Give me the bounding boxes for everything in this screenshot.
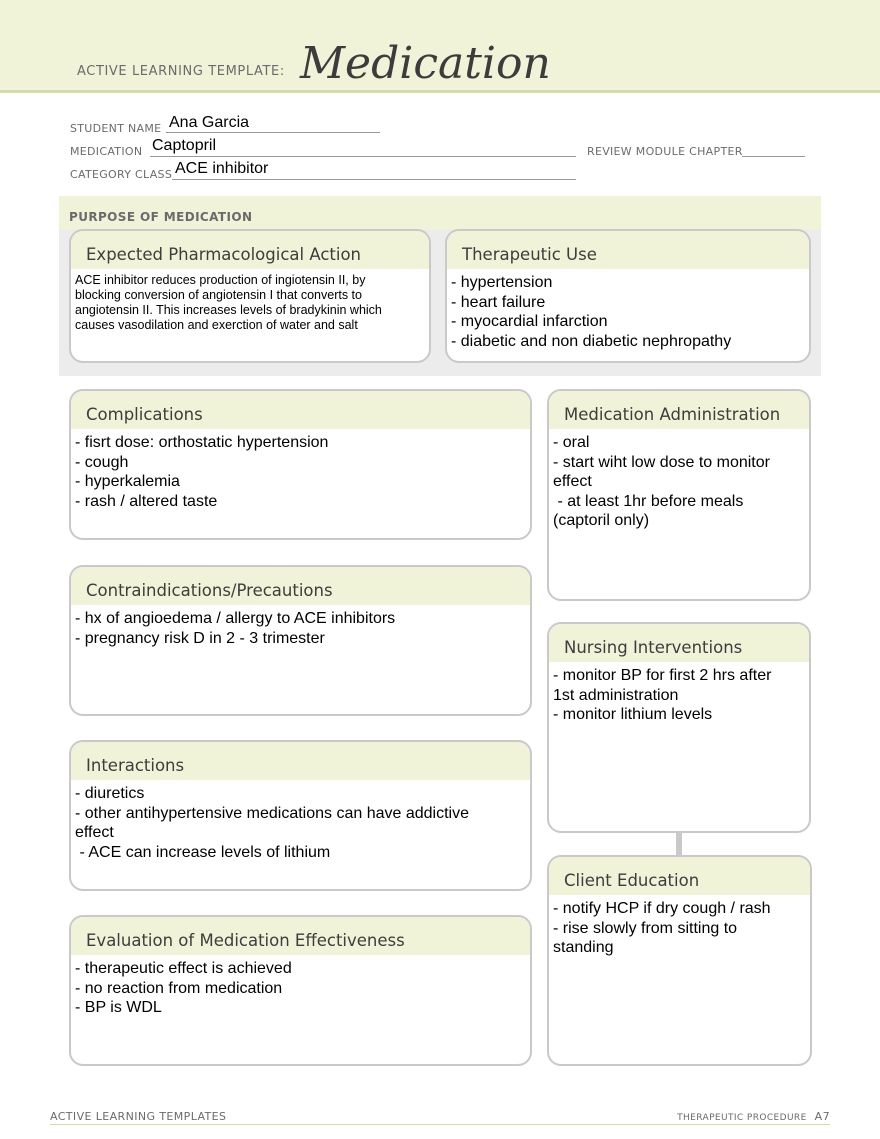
page-number: A7 (814, 1110, 830, 1123)
client-education-text[interactable]: - notify HCP if dry cough / rash - rise slowly from sitting to standing (553, 900, 771, 956)
footer-right (677, 1110, 830, 1123)
evaluation-title: Evaluation of Medication Effectiveness (71, 917, 530, 955)
template-label: ACTIVE LEARNING TEMPLATE: (77, 64, 285, 79)
therapeutic-use-title: Therapeutic Use (447, 231, 809, 269)
administration-card (547, 389, 811, 601)
medication-field[interactable]: Captopril (152, 137, 217, 154)
nursing-interventions-text[interactable]: - monitor BP for first 2 hrs after 1st administration - monitor lithium levels (553, 667, 772, 723)
interactions-text[interactable]: - diuretics - other antihypertensive medications can have addictive effect - ACE can increase levels of lithium (75, 785, 469, 861)
category-class-line (172, 179, 576, 180)
interactions-title: Interactions (71, 742, 530, 780)
nursing-interventions-title: Nursing Interventions (549, 624, 809, 662)
complications-text[interactable]: - fisrt dose: orthostatic hypertension - cough - hyperkalemia - rash / altered taste (75, 434, 329, 510)
medication-line (150, 156, 576, 157)
client-education-card (547, 855, 812, 1066)
student-name-line (166, 132, 380, 133)
expected-action-text[interactable]: ACE inhibitor reduces production of ingiotensin II, by blocking conversion of angiotensin I that converts to angiotensin II. This increases levels of bradykinin which causes vasodilation and exerction of water and salt (75, 273, 382, 332)
connector-bar (676, 832, 682, 856)
student-name-field[interactable]: Ana Garcia (169, 114, 250, 131)
student-name-label: STUDENT NAME (70, 122, 162, 135)
page-title: Medication (300, 38, 551, 89)
footer-left: ACTIVE LEARNING TEMPLATES (50, 1110, 227, 1123)
contraindications-text[interactable]: - hx of angioedema / allergy to ACE inhibitors - pregnancy risk D in 2 - 3 trimester (75, 610, 396, 647)
therapeutic-use-card (445, 229, 811, 363)
review-module-label: REVIEW MODULE CHAPTER (587, 145, 743, 158)
therapeutic-use-text[interactable]: - hypertension - heart failure - myocardial infarction - diabetic and non diabetic nephropathy (451, 274, 732, 350)
administration-text[interactable]: - oral - start wiht low dose to monitor effect - at least 1hr before meals (captoril only) (553, 434, 770, 529)
medication-label: MEDICATION (70, 145, 143, 158)
interactions-card (69, 740, 532, 891)
evaluation-card (69, 915, 532, 1066)
category-class-field[interactable]: ACE inhibitor (175, 160, 269, 177)
contraindications-card (69, 565, 532, 716)
nursing-interventions-card (547, 622, 811, 833)
complications-title: Complications (71, 391, 530, 429)
complications-card (69, 389, 532, 540)
client-education-title: Client Education (549, 857, 810, 895)
expected-action-card (69, 229, 431, 363)
footer-divider (50, 1124, 830, 1125)
category-class-label: CATEGORY CLASS (70, 168, 173, 181)
review-module-field[interactable] (742, 156, 805, 157)
administration-title: Medication Administration (549, 391, 809, 429)
footer-procedure: THERAPEUTIC PROCEDURE (677, 1113, 807, 1123)
purpose-label: PURPOSE OF MEDICATION (69, 210, 253, 224)
contraindications-title: Contraindications/Precautions (71, 567, 530, 605)
evaluation-text[interactable]: - therapeutic effect is achieved - no reaction from medication - BP is WDL (75, 960, 292, 1016)
header-divider (0, 90, 880, 93)
expected-action-title: Expected Pharmacological Action (71, 231, 429, 269)
